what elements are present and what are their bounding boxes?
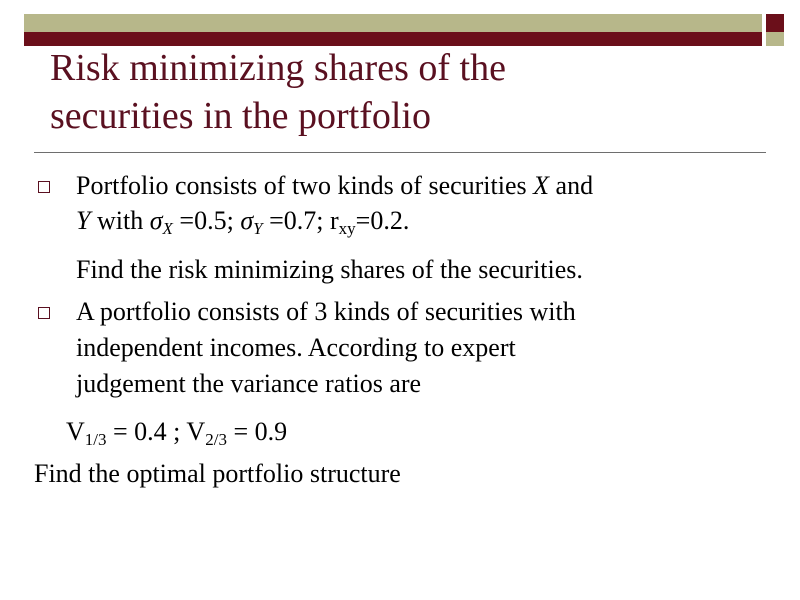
corner-square-red bbox=[766, 14, 784, 32]
bullet-2-line-3: judgement the variance ratios are bbox=[76, 369, 422, 398]
find-line-1: Find the risk minimizing shares of the securities. bbox=[76, 255, 583, 284]
bullet-2-line-1: A portfolio consists of 3 kinds of securities with bbox=[76, 297, 576, 326]
text-span: Portfolio consists of two kinds of securities bbox=[76, 171, 534, 200]
find-line-2: Find the optimal portfolio structure bbox=[34, 459, 401, 488]
var-y: Y bbox=[76, 206, 91, 235]
text-span: V bbox=[66, 417, 85, 446]
sigma-symbol: σ bbox=[240, 206, 254, 235]
text-span: = 0.9 bbox=[226, 417, 288, 446]
bullet-1-line-1 bbox=[76, 171, 593, 201]
text-span: and bbox=[549, 171, 594, 200]
slide-title bbox=[50, 44, 750, 140]
text-span: = 0.4 ; V bbox=[106, 417, 206, 446]
bullet-2-line-2: independent incomes. According to expert bbox=[76, 333, 516, 362]
title-line-1: Risk minimizing shares of the bbox=[50, 47, 506, 89]
var-x: X bbox=[533, 171, 550, 200]
subscript-1-3: 1/3 bbox=[84, 430, 107, 449]
subscript-xy: xy bbox=[338, 219, 356, 238]
text-span: with bbox=[90, 206, 150, 235]
subscript-x: X bbox=[162, 219, 173, 238]
bullet-1-line-2 bbox=[76, 206, 409, 236]
text-span: =0.7; r bbox=[262, 206, 339, 235]
sigma-symbol: σ bbox=[149, 206, 163, 235]
bullet-icon bbox=[38, 181, 50, 193]
variance-ratios-line bbox=[66, 417, 287, 447]
title-divider bbox=[34, 152, 766, 153]
text-span: =0.2. bbox=[355, 206, 410, 235]
title-line-2: securities in the portfolio bbox=[50, 95, 431, 137]
text-span: =0.5; bbox=[172, 206, 241, 235]
header-band-olive bbox=[24, 14, 762, 32]
bullet-icon bbox=[38, 307, 50, 319]
corner-square-olive bbox=[766, 32, 784, 46]
subscript-y: Y bbox=[253, 219, 263, 238]
subscript-2-3: 2/3 bbox=[205, 430, 227, 449]
